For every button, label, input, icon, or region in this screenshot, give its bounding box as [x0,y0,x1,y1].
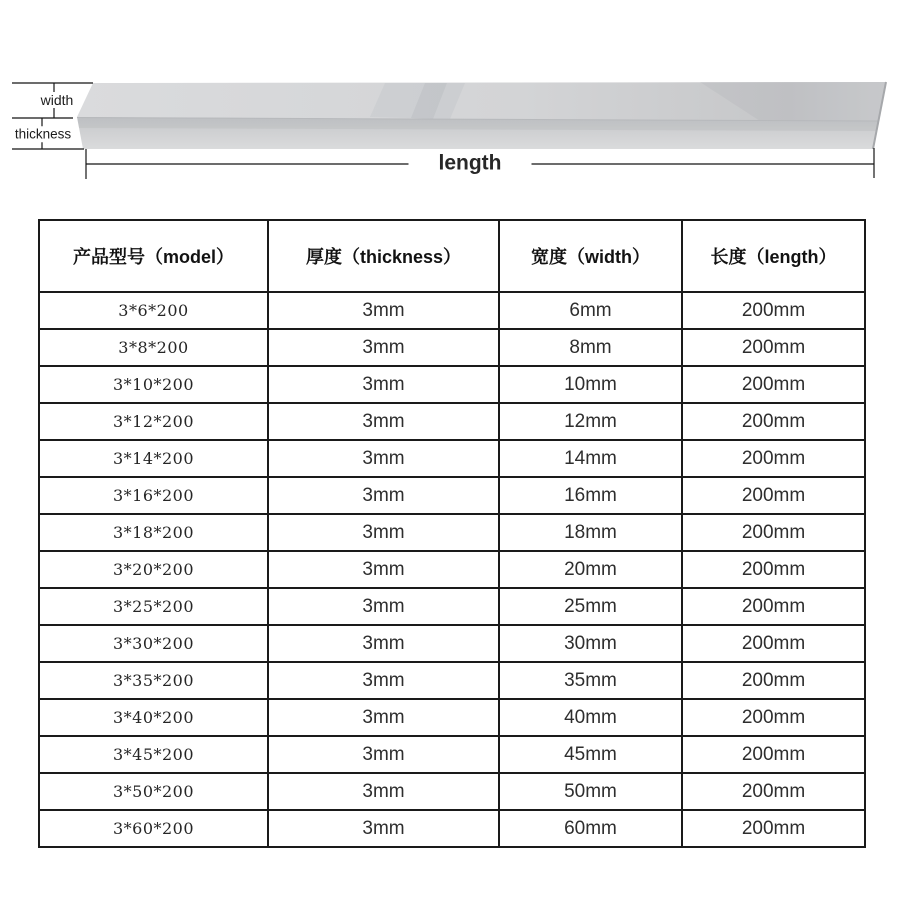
model-cell: 3*16*200 [39,477,268,514]
width-cell: 40mm [499,699,682,736]
thickness-dimension-label: thickness [14,126,72,142]
length-cell: 200mm [682,440,865,477]
thickness-cell: 3mm [268,514,499,551]
width-cell: 45mm [499,736,682,773]
width-cell: 50mm [499,773,682,810]
width-cell: 25mm [499,588,682,625]
table-row [39,477,865,514]
length-cell: 200mm [682,477,865,514]
thickness-cell: 3mm [268,477,499,514]
spec-table-header [39,220,865,292]
model-cell: 3*30*200 [39,625,268,662]
spec-table-body [39,292,865,847]
width-cell: 18mm [499,514,682,551]
model-cell: 3*6*200 [39,292,268,329]
model-cell: 3*8*200 [39,329,268,366]
table-row [39,625,865,662]
table-row [39,292,865,329]
length-cell: 200mm [682,292,865,329]
width-cell: 20mm [499,551,682,588]
length-dimension-label: length [409,151,532,176]
model-cell: 3*12*200 [39,403,268,440]
length-cell: 200mm [682,662,865,699]
length-cell: 200mm [682,773,865,810]
length-cell: 200mm [682,625,865,662]
header-thickness: 厚度（thickness） [268,220,499,292]
thickness-cell: 3mm [268,773,499,810]
table-row [39,329,865,366]
length-cell: 200mm [682,366,865,403]
table-row [39,736,865,773]
model-cell: 3*20*200 [39,551,268,588]
model-cell: 3*14*200 [39,440,268,477]
length-cell: 200mm [682,699,865,736]
length-cell: 200mm [682,403,865,440]
thickness-cell: 3mm [268,551,499,588]
table-row [39,366,865,403]
table-row [39,440,865,477]
model-cell: 3*10*200 [39,366,268,403]
width-cell: 8mm [499,329,682,366]
model-cell: 3*18*200 [39,514,268,551]
thickness-cell: 3mm [268,625,499,662]
width-cell: 35mm [499,662,682,699]
thickness-cell: 3mm [268,440,499,477]
length-cell: 200mm [682,514,865,551]
width-cell: 16mm [499,477,682,514]
model-cell: 3*25*200 [39,588,268,625]
table-row [39,588,865,625]
table-row [39,662,865,699]
length-cell: 200mm [682,551,865,588]
width-cell: 14mm [499,440,682,477]
width-cell: 60mm [499,810,682,847]
thickness-cell: 3mm [268,329,499,366]
thickness-cell: 3mm [268,699,499,736]
thickness-cell: 3mm [268,588,499,625]
table-row [39,699,865,736]
model-cell: 3*50*200 [39,773,268,810]
width-cell: 12mm [499,403,682,440]
table-row [39,773,865,810]
width-cell: 10mm [499,366,682,403]
table-row [39,514,865,551]
model-cell: 3*60*200 [39,810,268,847]
width-cell: 6mm [499,292,682,329]
table-row [39,551,865,588]
model-cell: 3*40*200 [39,699,268,736]
length-cell: 200mm [682,588,865,625]
header-row [39,220,865,292]
width-dimension-label: width [37,92,78,108]
table-row [39,403,865,440]
length-cell: 200mm [682,736,865,773]
thickness-cell: 3mm [268,810,499,847]
thickness-cell: 3mm [268,366,499,403]
thickness-cell: 3mm [268,662,499,699]
length-cell: 200mm [682,329,865,366]
model-cell: 3*45*200 [39,736,268,773]
length-cell: 200mm [682,810,865,847]
thickness-cell: 3mm [268,736,499,773]
width-cell: 30mm [499,625,682,662]
table-row [39,810,865,847]
header-model: 产品型号（model） [39,220,268,292]
thickness-cell: 3mm [268,292,499,329]
header-width: 宽度（width） [499,220,682,292]
thickness-cell: 3mm [268,403,499,440]
header-length: 长度（length） [682,220,865,292]
model-cell: 3*35*200 [39,662,268,699]
spec-table [38,219,866,848]
